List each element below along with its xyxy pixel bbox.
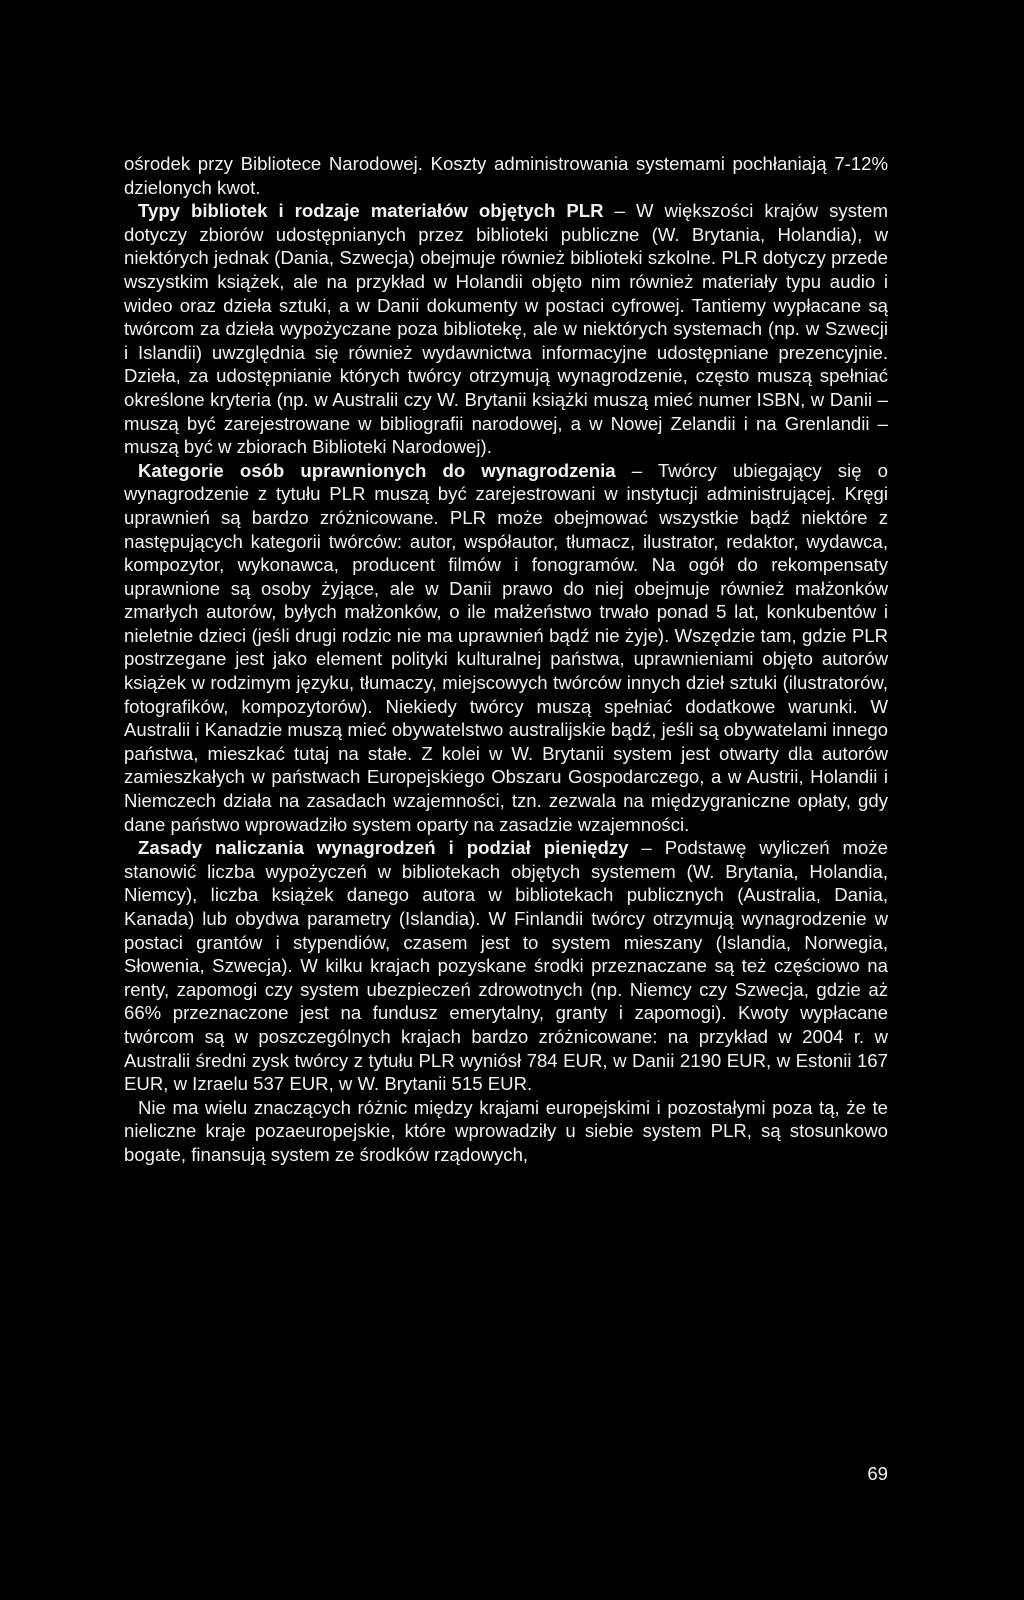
paragraph-4-text: – Podstawę wyliczeń może stanowić liczba wypożyczeń w bibliotekach objętych systemem (W. Brytania, Holandia, Niemcy), liczba książek danego autora w bibliotekach publicznych (Australia, Dania, Kanada) lub obydwa parametry (Islandia). W Finlandii twórcy otrzymują wynagrodzenie w postaci grantów i stypendiów, czasem jest to system mieszany (Islandia, Norwegia, Słowenia, Szwecja). W kilku krajach pozyskane środki przeznaczane są też częściowo na renty, zapomogi czy system ubezpieczeń zdrowotnych (np. Niemcy czy Szwecja, gdzie aż 66% przeznaczone jest na fundusz emerytalny, granty i zapomogi). Kwoty wypłacane twórcom są w poszczególnych krajach bardzo zróżnicowane: na przykład w 2004 r. w Australii średni zysk twórcy z tytułu PLR wyniósł 784 EUR, w Danii 2190 EUR, w Estonii 167 EUR, w Izraelu 537 EUR, w W. Brytanii 515 EUR. <box>124 837 888 1095</box>
paragraph-5 <box>124 1096 888 1167</box>
page-number: 69 <box>867 1463 888 1484</box>
paragraph-3 <box>124 459 888 837</box>
paragraph-4 <box>124 836 888 1096</box>
paragraph-2-text: – W większości krajów system dotyczy zbiorów udostępnianych przez biblioteki publiczne (W. Brytania, Holandia), w niektórych jednak (Dania, Szwecja) obejmuje również biblioteki szkolne. PLR dotyczy przede wszystkim książek, ale na przykład w Holandii objęto nim również materiały typu audio i wideo oraz dzieła sztuki, a w Danii dokumenty w postaci cyfrowej. Tantiemy wypłacane są twórcom za dzieła wypożyczane poza bibliotekę, ale w niektórych systemach (np. w Szwecji i Islandii) uwzględnia się również wydawnictwa informacyjne udostępniane prezencyjnie. Dzieła, za udostępnianie których twórcy otrzymują wynagrodzenie, często muszą spełniać określone kryteria (np. w Australii czy W. Brytanii książki muszą mieć numer ISBN, w Danii – muszą być zarejestrowane w bibliografii narodowej, a w Nowej Zelandii i na Grenlandii – muszą być w zbiorach Biblioteki Narodowej). <box>124 200 888 458</box>
body-text <box>124 152 888 1167</box>
paragraph-5-text: Nie ma wielu znaczących różnic między krajami europejskimi i pozostałymi poza tą, że te nieliczne kraje pozaeuropejskie, które wprowadziły u siebie system PLR, są stosunkowo bogate, finansują system ze środków rządowych, <box>124 1096 888 1165</box>
paragraph-4-lead: Zasady naliczania wynagrodzeń i podział pieniędzy <box>138 837 629 859</box>
paragraph-2-lead: Typy bibliotek i rodzaje materiałów objętych PLR <box>138 200 604 222</box>
paragraph-1-text: ośrodek przy Bibliotece Narodowej. Koszty administrowania systemami pochłaniają 7-12% dzielonych kwot. <box>124 153 888 198</box>
paragraph-3-text: – Twórcy ubiegający się o wynagrodzenie z tytułu PLR muszą być zarejestrowani w instytucji administrującej. Kręgi uprawnień są bardzo zróżnicowane. PLR może obejmować wszystkie bądź niektóre z następujących kategorii twórców: autor, współautor, tłumacz, ilustrator, redaktor, wydawca, kompozytor, wykonawca, producent filmów i fonogramów. Na ogół do rekompensaty uprawnione są osoby żyjące, ale w Danii prawo do niej obejmuje również małżonków zmarłych autorów, byłych małżonków, o ile małżeństwo trwało ponad 5 lat, konkubentów i nieletnie dzieci (jeśli drugi rodzic nie ma uprawnień bądź nie żyje). Wszędzie tam, gdzie PLR postrzegane jest jako element polityki kulturalnej państwa, uprawnieniami objęto autorów książek w rodzimym języku, tłumaczy, miejscowych twórców innych dzieł sztuki (ilustratorów, fotografików, kompozytorów). Niekiedy twórcy muszą spełniać dodatkowe warunki. W Australii i Kanadzie muszą mieć obywatelstwo australijskie bądź, jeśli są obywatelami innego państwa, mieszkać tutaj na stałe. Z kolei w W. Brytanii system jest otwarty dla autorów zamieszkałych w państwach Europejskiego Obszaru Gospodarczego, a w Austrii, Holandii i Niemczech działa na zasadach wzajemności, tzn. zezwala na międzygraniczne opłaty, gdy dane państwo wprowadziło system oparty na zasadzie wzajemności. <box>124 459 889 835</box>
paragraph-2 <box>124 199 888 459</box>
paragraph-1 <box>124 152 888 199</box>
paragraph-3-lead: Kategorie osób uprawnionych do wynagrodzenia <box>138 459 616 481</box>
